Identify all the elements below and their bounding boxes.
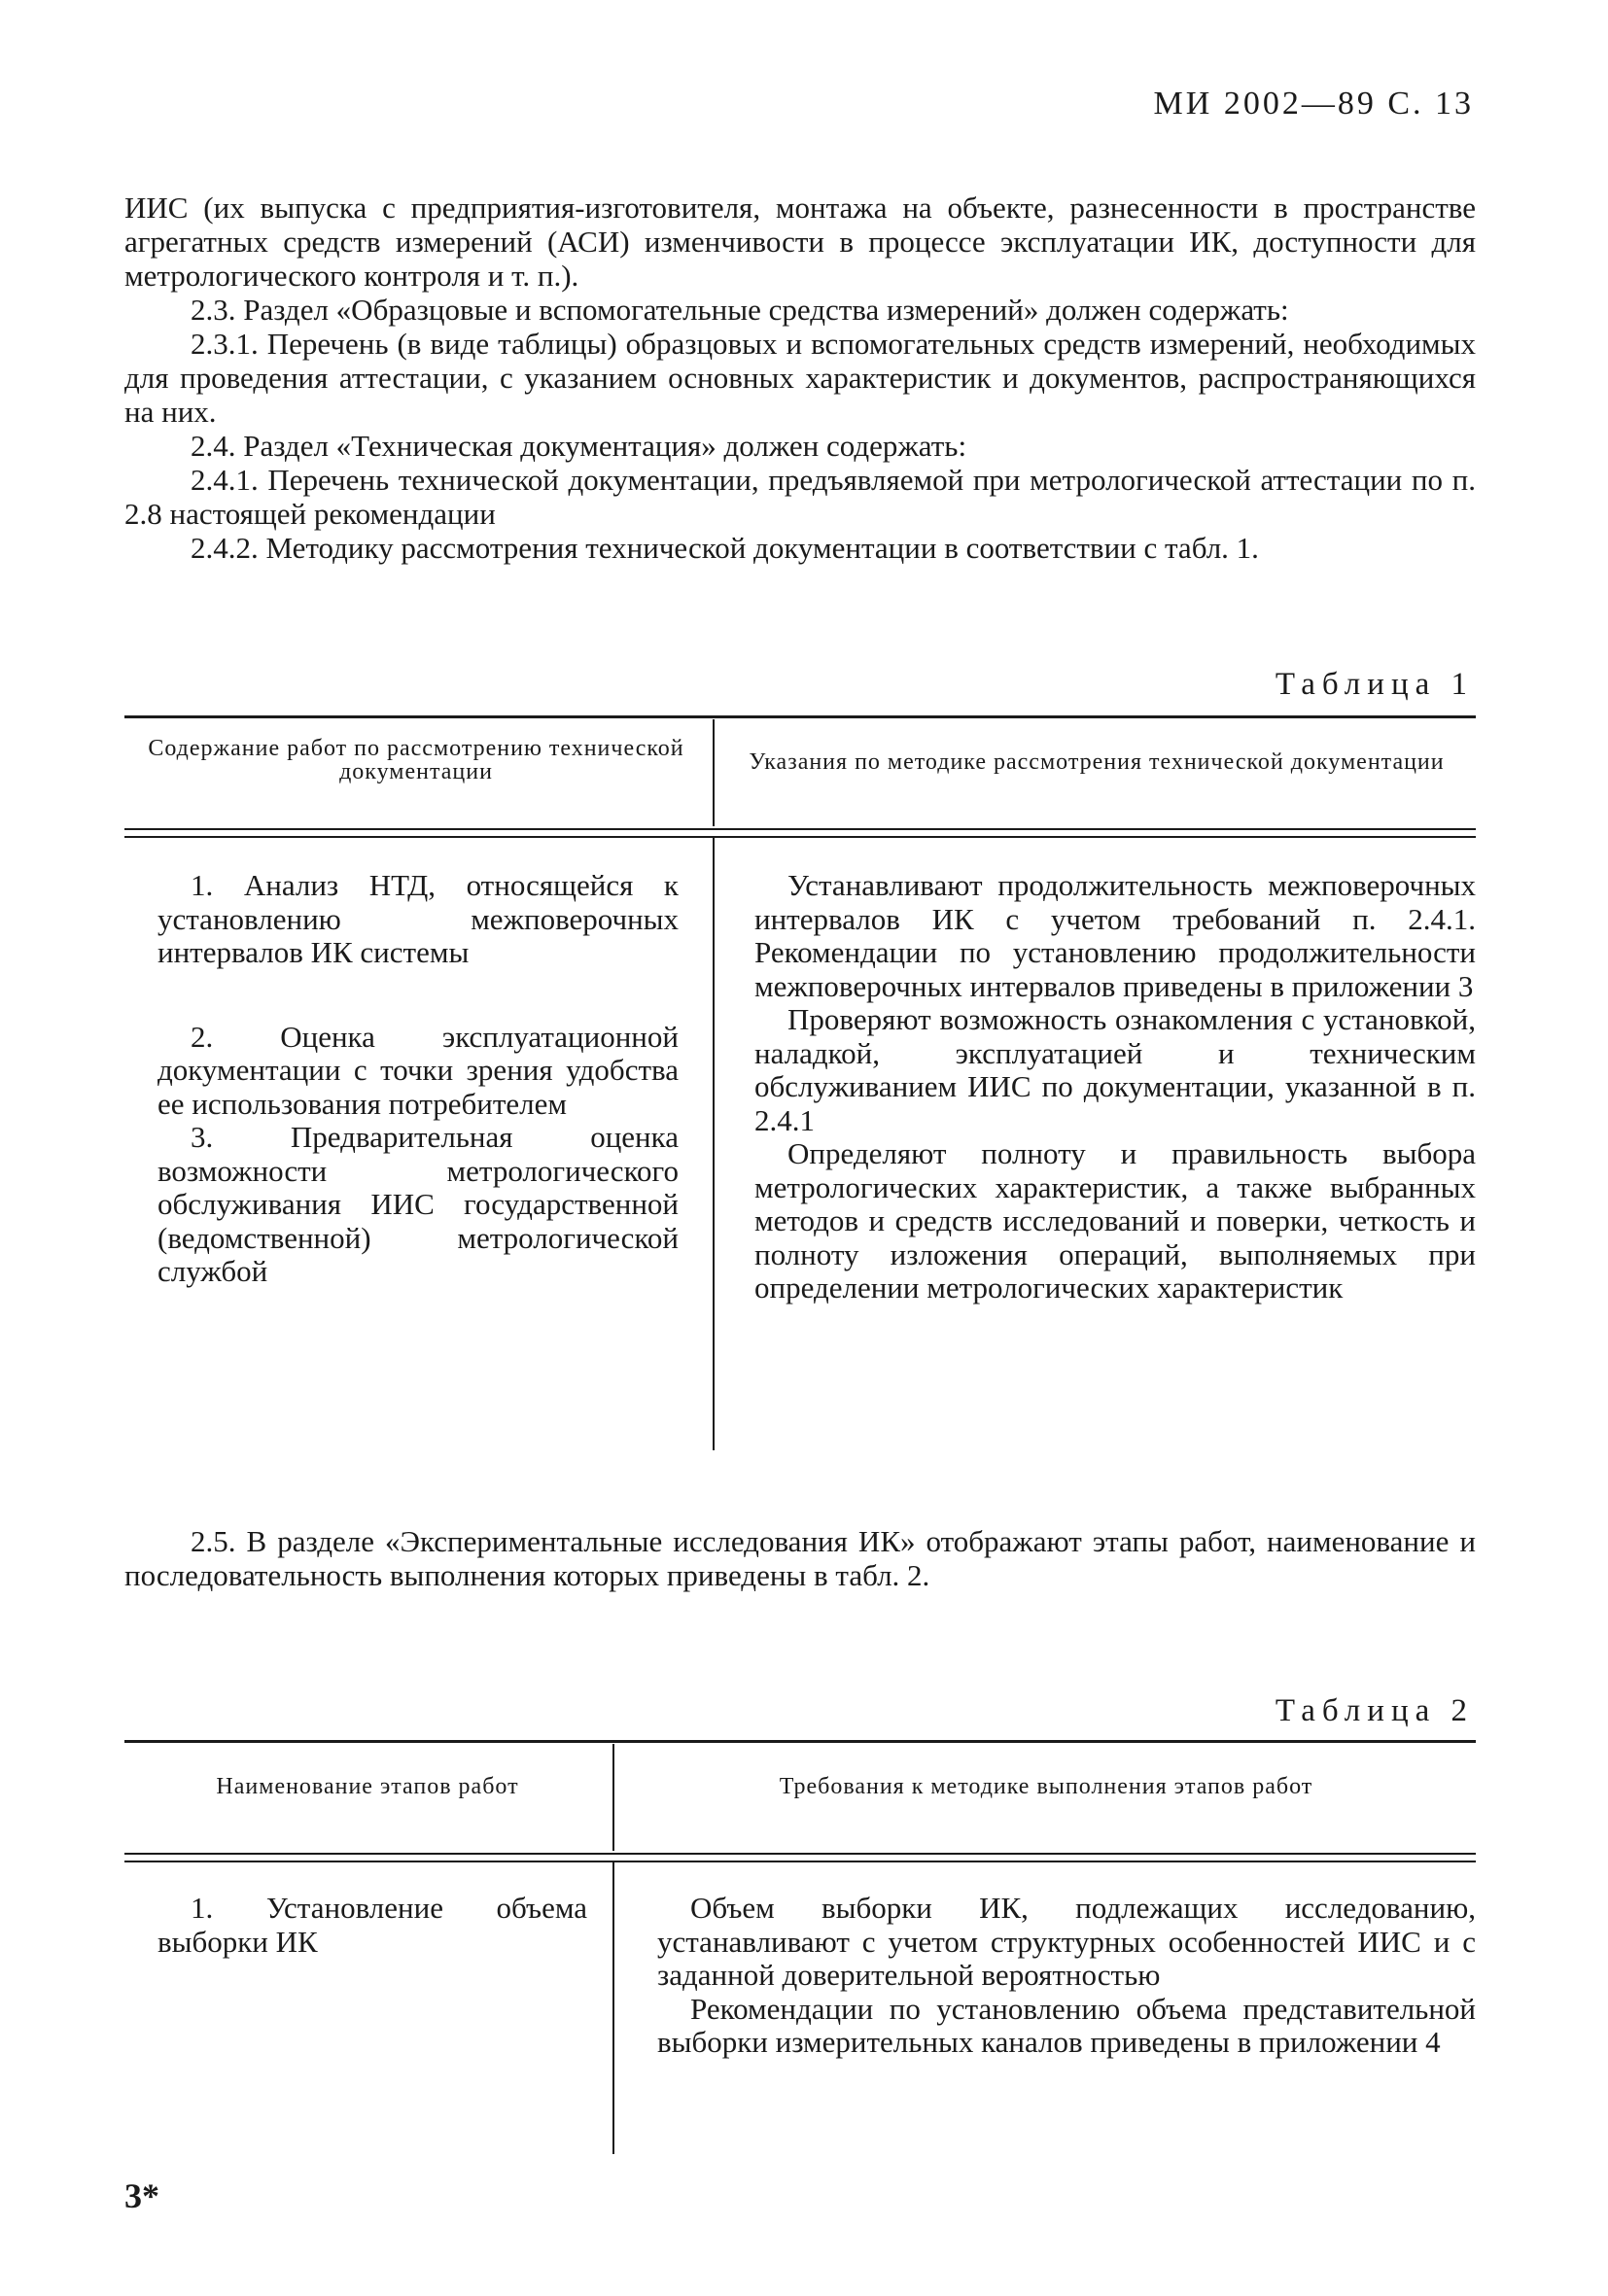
intro-text: [124, 191, 1476, 565]
paragraph: 2.4. Раздел «Техническая документация» должен содержать:: [191, 429, 967, 463]
column-header: Содержание работ по рассмотрению технической документации: [148, 736, 684, 784]
column-divider: [713, 838, 715, 1450]
table-2: [124, 1740, 1476, 2158]
paragraph: 2.5. В разделе «Экспериментальные исследования ИК» отображают этапы работ, наименование и последовательность выполнения которых приведены в табл. 2.: [124, 1524, 1476, 1592]
page-footer-mark: 3*: [124, 2176, 159, 2215]
paragraph: 2.4.1. Перечень технической документации, предъявляемой при метрологической аттестации по п. 2.8 настоящей рекомендации: [124, 463, 1476, 531]
table-1-col2: [754, 869, 1476, 1305]
paragraph: 2.4.2. Методику рассмотрения технической документации в соответствии с табл. 1.: [191, 531, 1259, 565]
column-divider: [612, 1862, 614, 2154]
table-cell: 3. Предварительная оценка возможности метрологического обслуживания ИИС государственной (ведомственной) метрологической службой: [157, 1120, 679, 1288]
paragraph: 2.3.1. Перечень (в виде таблицы) образцовых и вспомогательных средств измерений, необходимых для проведения аттестации, с указанием основных характеристик и документов, распространяющихся на них.: [124, 327, 1476, 429]
column-header: Требования к методике выполнения этапов работ: [779, 1774, 1313, 1799]
table-1: [124, 715, 1476, 1454]
table-1-col1: [157, 869, 679, 1289]
table-cell: Объем выборки ИК, подлежащих исследованию, устанавливают с учетом структурных особенностей ИИС и с заданной доверительной вероятностью: [657, 1891, 1476, 1992]
table-cell: 1. Установление объема выборки ИК: [157, 1891, 587, 1959]
table-2-col2: [657, 1892, 1476, 2060]
running-head: МИ 2002—89 С. 13: [1153, 86, 1474, 122]
header-divider: [713, 719, 715, 826]
table-cell: Устанавливают продолжительность межповерочных интервалов ИК с учетом требований п. 2.4.1. Рекомендации по установлению продолжительности межповерочных интервалов приведены в приложении 3: [754, 868, 1476, 1003]
paragraph: ИИС (их выпуска с предприятия-изготовителя, монтажа на объекте, разнесенности в пространстве агрегатных средств измерений (АСИ) изменчивости в процессе эксплуатации ИК, доступности для метрологического контроля и т. п.).: [124, 191, 1476, 293]
table-cell: Рекомендации по установлению объема представительной выборки измерительных каналов приведены в приложении 4: [657, 1991, 1476, 2059]
header-rule: [124, 1853, 1476, 1862]
section-2-5-text: [124, 1524, 1476, 1592]
table-top-rule: [124, 715, 1476, 718]
table-cell: Определяют полноту и правильность выбора метрологических характеристик, а также выбранных методов и средств исследований и поверки, четкость и полноту изложения операций, выполняемых при определении метрологических характеристик: [754, 1136, 1476, 1305]
table-top-rule: [124, 1740, 1476, 1743]
paragraph: 2.3. Раздел «Образцовые и вспомогательные средства измерений» должен содержать:: [191, 293, 1289, 327]
table-cell: 2. Оценка эксплуатационной документации с точки зрения удобства ее использования потребителем: [157, 1019, 679, 1121]
column-header: Наименование этапов работ: [216, 1774, 519, 1799]
table-1-caption: Таблица 1: [1275, 667, 1474, 702]
column-header: Указания по методике рассмотрения технической документации: [749, 749, 1445, 775]
table-2-col1: [157, 1892, 587, 1959]
header-rule: [124, 828, 1476, 838]
table-cell: Проверяют возможность ознакомления с установкой, наладкой, эксплуатацией и техническим обслуживанием ИИС по документации, указанной в п. 2.4.1: [754, 1002, 1476, 1137]
table-cell: 1. Анализ НТД, относящейся к установлению межповерочных интервалов ИК системы: [157, 868, 679, 969]
header-divider: [612, 1744, 614, 1851]
table-2-caption: Таблица 2: [1275, 1693, 1474, 1728]
